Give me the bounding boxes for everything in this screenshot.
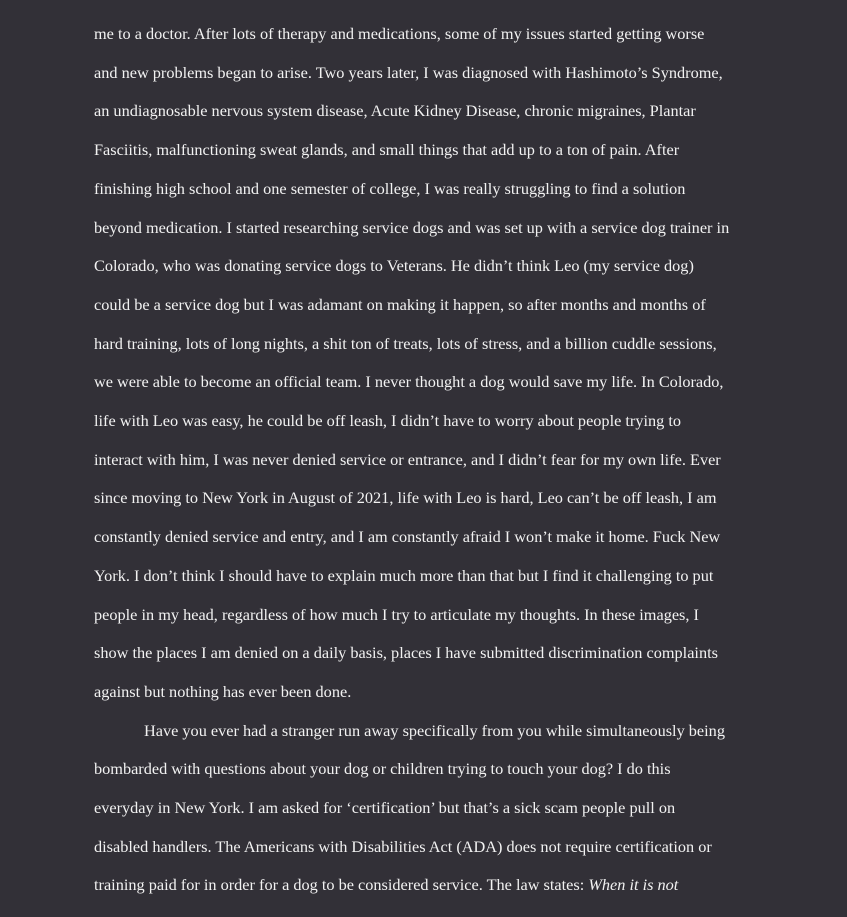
text-line: interact with him, I was never denied service or entrance, and I didn’t fear for my own life. Ever bbox=[94, 449, 721, 469]
text-line: York. I don’t think I should have to explain much more than that but I find it challenging to put bbox=[94, 565, 714, 585]
text-line: bombarded with questions about your dog or children trying to touch your dog? I do this bbox=[94, 759, 671, 779]
text-line: could be a service dog but I was adamant on making it happen, so after months and months of bbox=[94, 294, 706, 314]
document-page bbox=[94, 15, 754, 905]
text-line: beyond medication. I started researching service dogs and was set up with a service dog trainer in bbox=[94, 217, 730, 237]
text-line: an undiagnosable nervous system disease, Acute Kidney Disease, chronic migraines, Plantar bbox=[94, 101, 696, 121]
text-line: me to a doctor. After lots of therapy and medications, some of my issues started getting worse bbox=[94, 24, 705, 43]
italic-quote: When it is not bbox=[588, 875, 679, 895]
text-line: everyday in New York. I am asked for ‘certification’ but that’s a sick scam people pull on bbox=[94, 798, 676, 818]
text-segment: training paid for in order for a dog to be considered service. The law states: bbox=[94, 875, 589, 895]
text-line: finishing high school and one semester of college, I was really struggling to find a solution bbox=[94, 178, 686, 198]
text-line: since moving to New York in August of 2021, life with Leo is hard, Leo can’t be off leash, I am bbox=[94, 488, 717, 508]
text-line: disabled handlers. The Americans with Disabilities Act (ADA) does not require certification or bbox=[94, 836, 712, 856]
text-line: constantly denied service and entry, and I am constantly afraid I won’t make it home. Fuck New bbox=[94, 527, 721, 547]
text-line: Colorado, who was donating service dogs to Veterans. He didn’t think Leo (my service dog) bbox=[94, 256, 694, 276]
text-line bbox=[94, 866, 754, 905]
paragraph bbox=[94, 712, 754, 906]
text-line: and new problems began to arise. Two years later, I was diagnosed with Hashimoto’s Syndrome, bbox=[94, 62, 723, 82]
text-line: Have you ever had a stranger run away specifically from you while simultaneously being bbox=[144, 720, 725, 740]
text-line: hard training, lots of long nights, a shit ton of treats, lots of stress, and a billion cuddle sessions, bbox=[94, 333, 717, 353]
text-line: life with Leo was easy, he could be off leash, I didn’t have to worry about people trying to bbox=[94, 411, 682, 431]
text-line: we were able to become an official team. I never thought a dog would save my life. In Colorado, bbox=[94, 372, 724, 392]
text-line: Fasciitis, malfunctioning sweat glands, and small things that add up to a ton of pain. After bbox=[94, 140, 680, 160]
text-line: people in my head, regardless of how much I try to articulate my thoughts. In these images, I bbox=[94, 604, 699, 624]
paragraph bbox=[94, 15, 754, 712]
text-line: against but nothing has ever been done. bbox=[94, 681, 352, 701]
text-line: show the places I am denied on a daily basis, places I have submitted discrimination complaints bbox=[94, 643, 718, 663]
